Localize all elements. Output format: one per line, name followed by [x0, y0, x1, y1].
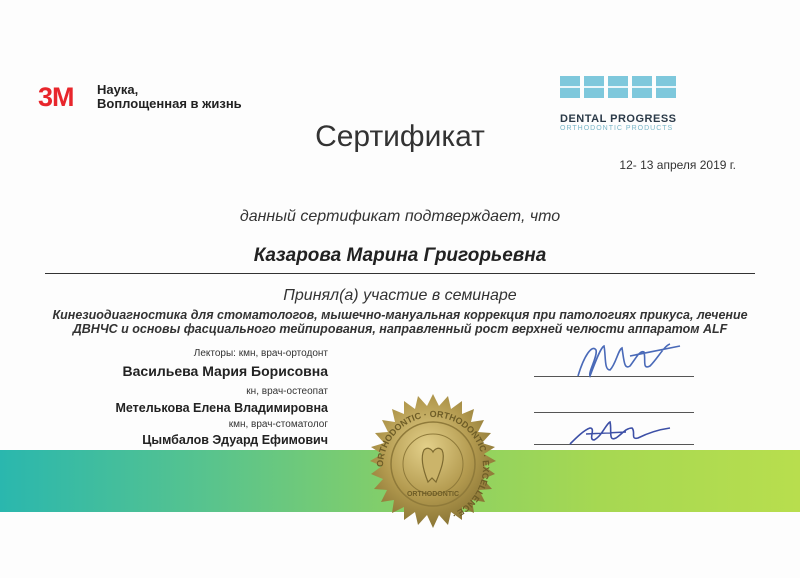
confirm-text: данный сертификат подтверждает, что [239, 208, 561, 225]
seal-center-text: ORTHODONTIC [406, 491, 460, 498]
slogan-line-1: Наука, [97, 82, 139, 97]
dental-progress-logo-mark [560, 76, 676, 98]
dental-progress-subtitle: ORTHODONTIC PRODUCTS [560, 125, 674, 132]
gold-seal-icon [358, 392, 508, 542]
signature-1-icon [570, 336, 690, 384]
logo-block [608, 76, 628, 98]
recipient-name: Казарова Марина Григорьевна [253, 245, 547, 266]
dental-progress-title: DENTAL PROGRESS [560, 113, 677, 125]
lecturer-name-2: Метелькова Елена Владимировна [115, 401, 328, 415]
signature-line-2 [534, 412, 694, 413]
seminar-line-2: ДВНЧС и основы фасциального тейпирования, направленный рост верхней челюсти аппаратом ALF [72, 322, 728, 336]
signature-2-icon [566, 414, 676, 450]
logo-block [584, 76, 604, 98]
logo-block [632, 76, 652, 98]
seminar-title [20, 308, 780, 336]
lecturer-role-3: кмн, врач-стоматолог [228, 419, 328, 430]
certificate-title: Сертификат [315, 120, 485, 153]
certificate-date: 12- 13 апреля 2019 г. [619, 158, 736, 172]
participation-text: Принял(а) участие в семинаре [283, 287, 517, 304]
slogan-line-2: Воплощенная в жизнь [97, 96, 242, 111]
seal-ring-text: ORTHODONTIC · ORTHODONTIC · EXCELLENCE · [374, 408, 492, 521]
lecturer-name-1: Васильева Мария Борисовна [122, 363, 328, 379]
logo-block [656, 76, 676, 98]
seminar-line-1: Кинезиодиагностика для стоматологов, мышечно-мануальная коррекция при патологиях прикуса, лечение [52, 308, 748, 322]
lecturer-role-2: кн, врач-остеопат [246, 386, 328, 397]
3m-logo: 3M [38, 82, 74, 112]
lecturer-name-3: Цымбалов Эдуард Ефимович [142, 433, 328, 447]
logo-block [560, 76, 580, 98]
3m-slogan [97, 83, 242, 111]
lecturers-heading: Лекторы: кмн, врач-ортодонт [193, 348, 328, 359]
name-underline [45, 273, 755, 274]
